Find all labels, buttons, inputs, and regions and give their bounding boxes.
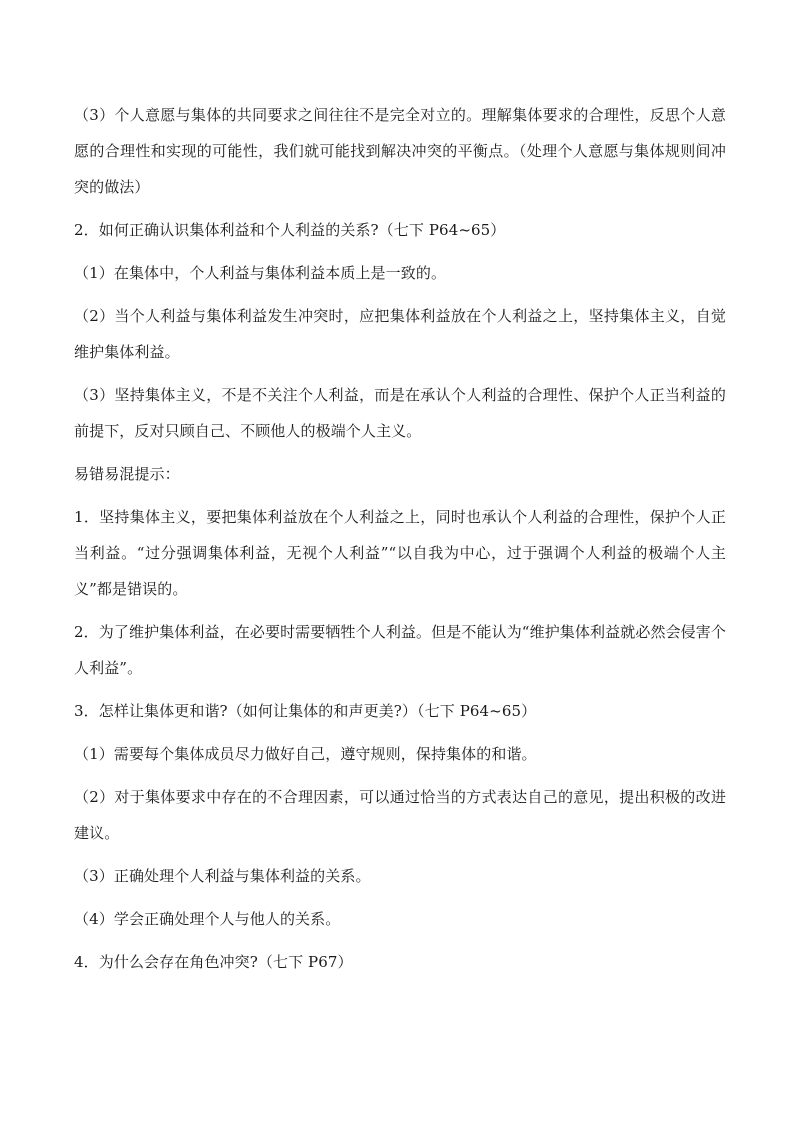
heading-question-4: 4．为什么会存在角色冲突?（七下 P67）	[74, 953, 353, 971]
document-body	[74, 97, 726, 987]
heading-error-tips: 易错易混提示：	[74, 465, 180, 483]
heading-question-3: 3．怎样让集体更和谐?（如何让集体的和声更美?）（七下 P64~65）	[74, 702, 537, 720]
paragraph-harmony-1: （1）需要每个集体成员尽力做好自己，遵守规则，保持集体的和谐。	[74, 745, 537, 763]
paragraph-harmony-3: （3）正确处理个人利益与集体利益的关系。	[74, 867, 371, 885]
paragraph-tip-1: 1．坚持集体主义，要把集体利益放在个人利益之上，同时也承认个人利益的合理性，保护个人正当利益。“过分强调集体利益，无视个人利益”“以自我为中心，过于强调个人利益的极端个人主义”都是错误的。	[74, 508, 726, 598]
paragraph-point-2: （2）当个人利益与集体利益发生冲突时，应把集体利益放在个人利益之上，坚持集体主义，自觉维护集体利益。	[74, 307, 726, 361]
paragraph-harmony-2: （2）对于集体要求中存在的不合理因素，可以通过恰当的方式表达自己的意见，提出积极的改进建议。	[74, 788, 726, 842]
paragraph-reconcile-wishes: （3）个人意愿与集体的共同要求之间往往不是完全对立的。理解集体要求的合理性，反思个人意愿的合理性和实现的可能性，我们就可能找到解决冲突的平衡点。（处理个人意愿与集体规则间冲突的做法）	[74, 106, 726, 196]
heading-question-2: 2．如何正确认识集体利益和个人利益的关系?（七下 P64~65）	[74, 221, 506, 239]
paragraph-tip-2: 2．为了维护集体利益，在必要时需要牺牲个人利益。但是不能认为“维护集体利益就必然会侵害个人利益”。	[74, 623, 726, 677]
paragraph-point-3: （3）坚持集体主义，不是不关注个人利益，而是在承认个人利益的合理性、保护个人正当利益的前提下，反对只顾自己、不顾他人的极端个人主义。	[74, 386, 726, 440]
paragraph-point-1: （1）在集体中，个人利益与集体利益本质上是一致的。	[74, 264, 447, 282]
paragraph-harmony-4: （4）学会正确处理个人与他人的关系。	[74, 910, 341, 928]
